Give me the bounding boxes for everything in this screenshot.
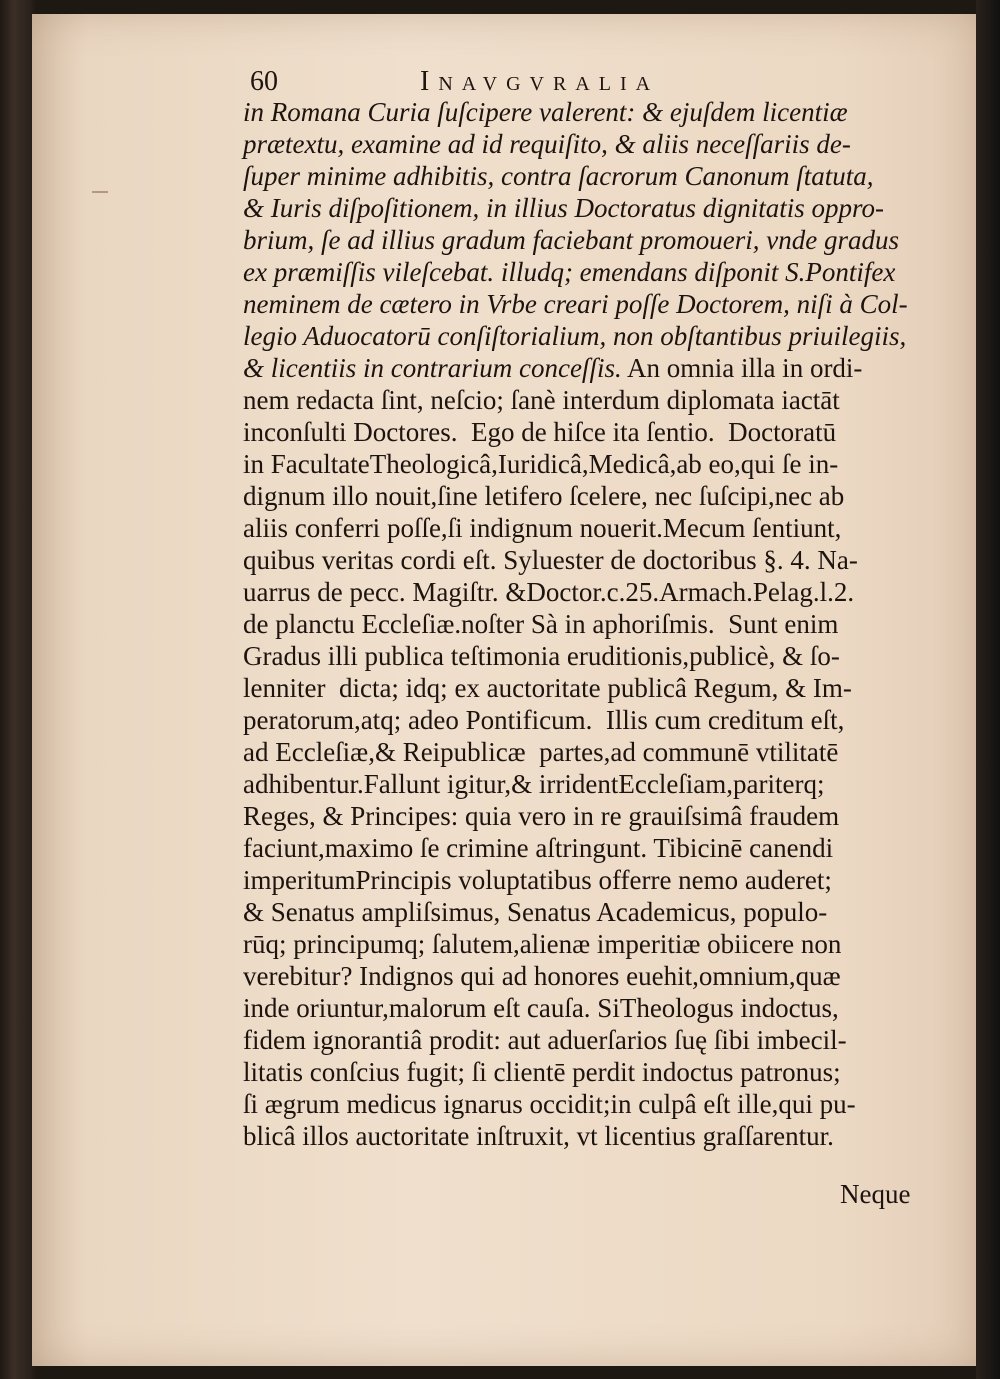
text-line-content: prætextu, examine ad id requiſito, & aliis neceſſariis de- xyxy=(243,129,851,159)
text-line-content: lenniter dicta; idq; ex auctoritate publicâ Regum, & Im- xyxy=(243,673,852,703)
text-line xyxy=(243,160,958,192)
text-line-content: inde oriuntur,malorum eſt cauſa. SiTheologus indoctus, xyxy=(243,993,839,1023)
text-line xyxy=(243,352,958,384)
text-line-content: ad Eccleſiæ,& Reipublicæ partes,ad communē vtilitatē xyxy=(243,737,839,767)
text-line-content: ex præmiſſis vileſcebat. illudq; emendans diſponit S.Pontifex xyxy=(243,257,896,287)
text-line xyxy=(243,320,958,352)
book-edge-shadow xyxy=(976,0,1000,1379)
text-line-content: litatis conſcius fugit; ſi clientē perdit indoctus patronus; xyxy=(243,1057,841,1087)
text-line-content: faciunt,maximo ſe crimine aſtringunt. Tibicinē canendi xyxy=(243,833,834,863)
text-line-content: brium, ſe ad illius gradum faciebant promoueri, vnde gradus xyxy=(243,225,899,255)
running-title: Inavgvralia xyxy=(420,66,660,97)
text-line-content: & Iuris diſpoſitionem, in illius Doctoratus dignitatis oppro- xyxy=(243,193,885,223)
text-line xyxy=(243,1088,958,1120)
text-line-content: de planctu Eccleſiæ.noſter Sà in aphoriſmis. Sunt enim xyxy=(243,609,839,639)
text-line xyxy=(243,1024,958,1056)
text-line xyxy=(243,1056,958,1088)
text-line xyxy=(243,928,958,960)
text-line-content: & licentiis in contrarium conceſſis. xyxy=(243,353,622,383)
text-line xyxy=(243,992,958,1024)
text-line-content: blicâ illos auctoritate inſtruxit, vt licentius graſſarentur. xyxy=(243,1121,834,1151)
text-line xyxy=(243,288,958,320)
text-line-content: rūq; principumq; ſalutem,alienæ imperitiæ obiicere non xyxy=(243,929,842,959)
text-line xyxy=(243,640,958,672)
text-line-content: Gradus illi publica teſtimonia eruditionis,publicè, & ſo- xyxy=(243,641,840,671)
text-line xyxy=(243,192,958,224)
text-line-content: aliis conferri poſſe,ſi indignum nouerit.Mecum ſentiunt, xyxy=(243,513,842,543)
text-line xyxy=(243,704,958,736)
text-line xyxy=(243,672,958,704)
page-number: 60 xyxy=(250,66,278,97)
text-line xyxy=(243,608,958,640)
text-line-content: nem redacta ſint, neſcio; ſanè interdum diplomata iactāt xyxy=(243,385,840,415)
text-line-content: ſuper minime adhibitis, contra ſacrorum Canonum ſtatuta, xyxy=(243,161,874,191)
text-line xyxy=(243,224,958,256)
text-line xyxy=(243,896,958,928)
text-line-content: quibus veritas cordi eſt. Syluester de doctoribus §. 4. Na- xyxy=(243,545,858,575)
text-line-content: ſi ægrum medicus ignarus occidit;in culpâ eſt ille,qui pu- xyxy=(243,1089,856,1119)
text-line-content: Reges, & Principes: quia vero in re grauiſsimâ fraudem xyxy=(243,801,840,831)
text-line-content: peratorum,atq; adeo Pontificum. Illis cum creditum eſt, xyxy=(243,705,845,735)
text-line xyxy=(243,128,958,160)
text-line xyxy=(243,480,958,512)
text-line xyxy=(243,544,958,576)
text-line xyxy=(243,736,958,768)
text-line-content: dignum illo nouit,ſine letifero ſcelere, nec ſuſcipi,nec ab xyxy=(243,481,845,511)
margin-mark xyxy=(92,191,108,193)
body-text xyxy=(243,96,958,1152)
text-line xyxy=(243,960,958,992)
text-line-content: adhibentur.Fallunt igitur,& irridentEccleſiam,pariterq; xyxy=(243,769,825,799)
text-line xyxy=(243,864,958,896)
text-line xyxy=(243,416,958,448)
text-line xyxy=(243,768,958,800)
running-head xyxy=(250,64,950,100)
text-line-content: legio Aduocatorū conſiſtorialium, non obſtantibus priuilegiis, xyxy=(243,321,907,351)
text-line xyxy=(243,256,958,288)
text-line xyxy=(243,1120,958,1152)
text-line-content: fidem ignorantiâ prodit: aut aduerſarios ſuę ſibi imbecil- xyxy=(243,1025,847,1055)
text-line xyxy=(243,576,958,608)
text-line-tail: An omnia illa in ordi- xyxy=(621,353,863,383)
text-line-content: in FacultateTheologicâ,Iuridicâ,Medicâ,ab eo,qui ſe in- xyxy=(243,449,839,479)
text-line-content: & Senatus ampliſsimus, Senatus Academicus, populo- xyxy=(243,897,828,927)
text-line xyxy=(243,800,958,832)
text-line-content: imperitumPrincipis voluptatibus offerre nemo auderet; xyxy=(243,865,832,895)
catchword: Neque xyxy=(840,1179,911,1209)
text-line xyxy=(243,96,958,128)
text-line xyxy=(243,384,958,416)
text-line-content: uarrus de pecc. Magiſtr. &Doctor.c.25.Armach.Pelag.l.2. xyxy=(243,577,855,607)
text-line-content: in Romana Curia ſuſcipere valerent: & ejuſdem licentiæ xyxy=(243,97,848,127)
text-line xyxy=(243,512,958,544)
text-line xyxy=(243,832,958,864)
text-line-content: neminem de cætero in Vrbe creari poſſe Doctorem, niſi à Col- xyxy=(243,289,908,319)
text-line xyxy=(243,448,958,480)
text-line-content: verebitur? Indignos qui ad honores euehit,omnium,quæ xyxy=(243,961,841,991)
text-line-content: inconſulti Doctores. Ego de hiſce ita ſentio. Doctoratū xyxy=(243,417,837,447)
